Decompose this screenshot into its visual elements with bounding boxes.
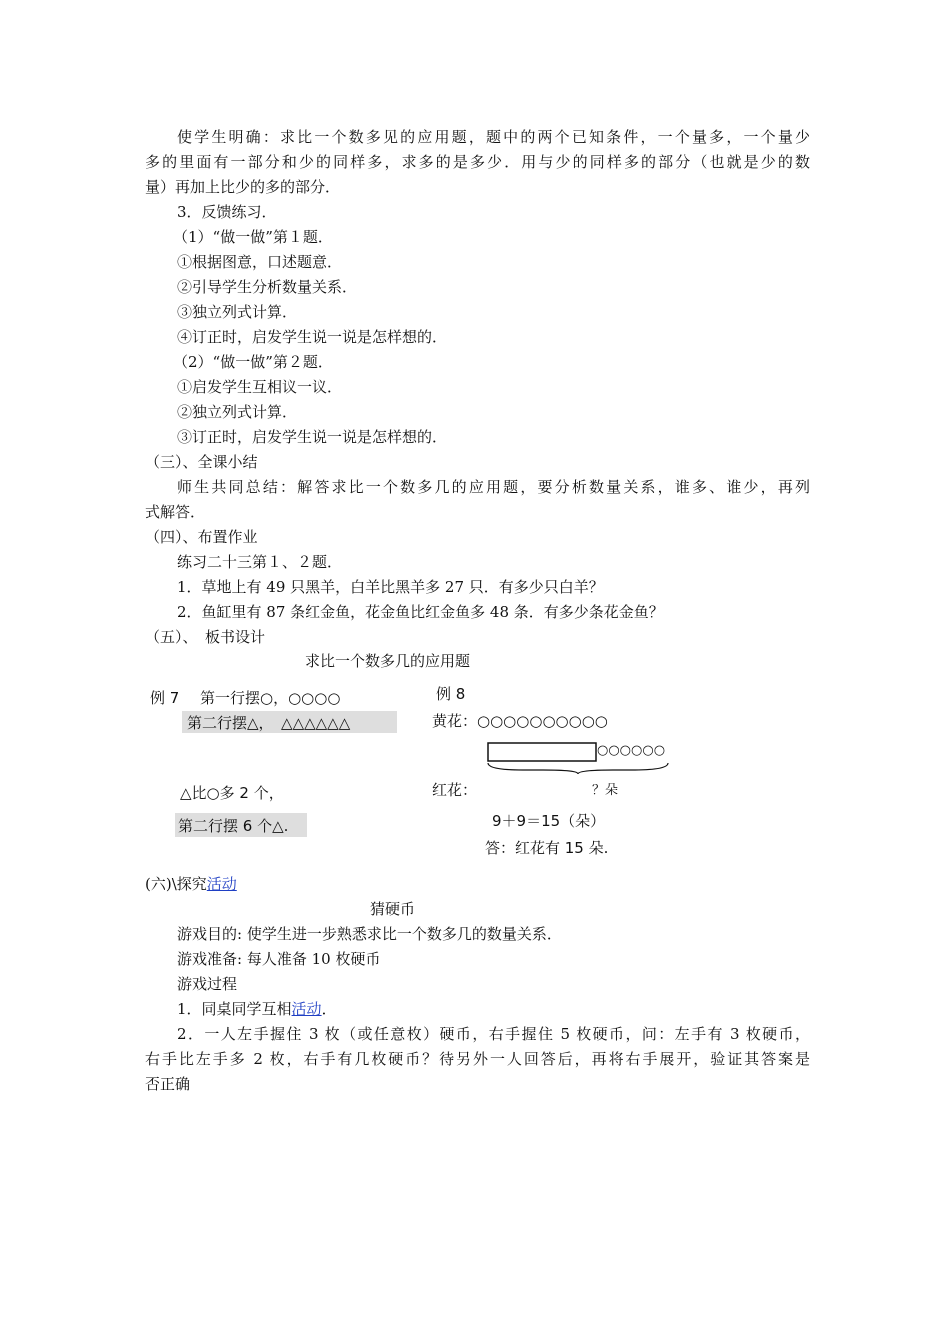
step-1-prefix: 1．同桌同学互相 xyxy=(177,1000,292,1018)
yellow-flowers-text: 黄花：○○○○○○○○○○ xyxy=(432,712,608,730)
paragraph-line: 使学生明确：求比一个数多见的应用题，题中的两个已知条件，一个量多，一个量少 xyxy=(177,128,810,146)
game-preparation: 游戏准备: 每人准备 10 枚硬币 xyxy=(177,950,381,968)
equal-part-box xyxy=(488,743,596,761)
result-text: 第二行摆 6 个△. xyxy=(178,817,289,835)
homework-line: 练习二十三第１、２题． xyxy=(177,553,343,571)
section-item: 3．反馈练习． xyxy=(177,203,277,221)
example-8-label: 例 8 xyxy=(436,685,466,703)
paragraph-line: 量）再加上比少的多的部分． xyxy=(145,178,341,196)
step-item: ②独立列式计算． xyxy=(177,403,298,421)
question-heading: （2）“做一做”第２题． xyxy=(173,353,333,371)
activity-link[interactable]: 活动 xyxy=(291,1000,322,1018)
homework-item: 1．草地上有 49 只黑羊，白羊比黑羊多 27 只．有多少只白羊？ xyxy=(177,578,604,596)
question-mark-label: ？朵 xyxy=(592,783,619,798)
game-goal: 游戏目的: 使学生进一步熟悉求比一个数多几的数量关系． xyxy=(177,925,562,943)
section-heading: （三）、全课小结 xyxy=(145,453,258,471)
step-1-suffix: ． xyxy=(321,1000,337,1018)
section-heading-6 xyxy=(145,872,810,897)
step-item: ①启发学生互相议一议． xyxy=(177,378,343,396)
example-7-label: 例 7 xyxy=(150,689,180,707)
question-heading: （1）“做一做”第１题． xyxy=(173,228,333,246)
step-item: ③独立列式计算． xyxy=(177,303,298,321)
section-heading: （四）、布置作业 xyxy=(145,528,258,546)
paragraph-line: 师生共同总结：解答求比一个数多几的应用题，要分析数量关系，谁多、谁少，再列 xyxy=(177,478,810,496)
homework-item: 2．鱼缸里有 87 条红金鱼，花金鱼比红金鱼多 48 条．有多少条花金鱼？ xyxy=(177,603,664,621)
row-2-text: 第二行摆△， △△△△△△ xyxy=(187,714,351,732)
game-process-heading: 游戏过程 xyxy=(177,975,238,993)
paragraph-line: 式解答． xyxy=(145,503,206,521)
activity-link[interactable]: 活动 xyxy=(206,875,237,893)
red-flowers-label: 红花： xyxy=(432,781,478,799)
equation-text: 9＋9＝15（朵） xyxy=(492,812,606,830)
board-title: 求比一个数多几的应用题 xyxy=(305,652,471,670)
section-heading: （五）、 板书设计 xyxy=(145,628,266,646)
game-title: 猜硬币 xyxy=(370,900,416,918)
step-item: ②引导学生分析数量关系． xyxy=(177,278,358,296)
game-step-2-line: 否正确 xyxy=(145,1075,191,1093)
paragraph-line: 多的里面有一部分和少的同样多，求多的是多少．用与少的同样多的部分（也就是少的数 xyxy=(145,153,810,171)
board-design-figure xyxy=(145,645,666,860)
step-item: ④订正时，启发学生说一说是怎样想的． xyxy=(177,328,448,346)
game-step-2-line: 右手比左手多 2 枚，右手有几枚硬币？待另外一人回答后，再将右手展开，验证其答案是 xyxy=(145,1050,810,1068)
comparison-text: △比○多 2 个， xyxy=(180,784,284,802)
row-1-text: 第一行摆○，○○○○ xyxy=(200,689,341,707)
extra-circles: ○○○○○○ xyxy=(597,743,666,758)
game-step-1 xyxy=(177,997,810,1022)
step-item: ①根据图意，口述题意． xyxy=(177,253,343,271)
game-step-2-line: 2．一人左手握住 3 枚（或任意枚）硬币，右手握住 5 枚硬币，问：左手有 3 枚硬币， xyxy=(177,1025,810,1043)
total-brace xyxy=(488,763,668,774)
step-item: ③订正时，启发学生说一说是怎样想的． xyxy=(177,428,448,446)
section-6-prefix: (六)\探究 xyxy=(145,875,207,893)
answer-text: 答：红花有 15 朵. xyxy=(485,839,609,857)
